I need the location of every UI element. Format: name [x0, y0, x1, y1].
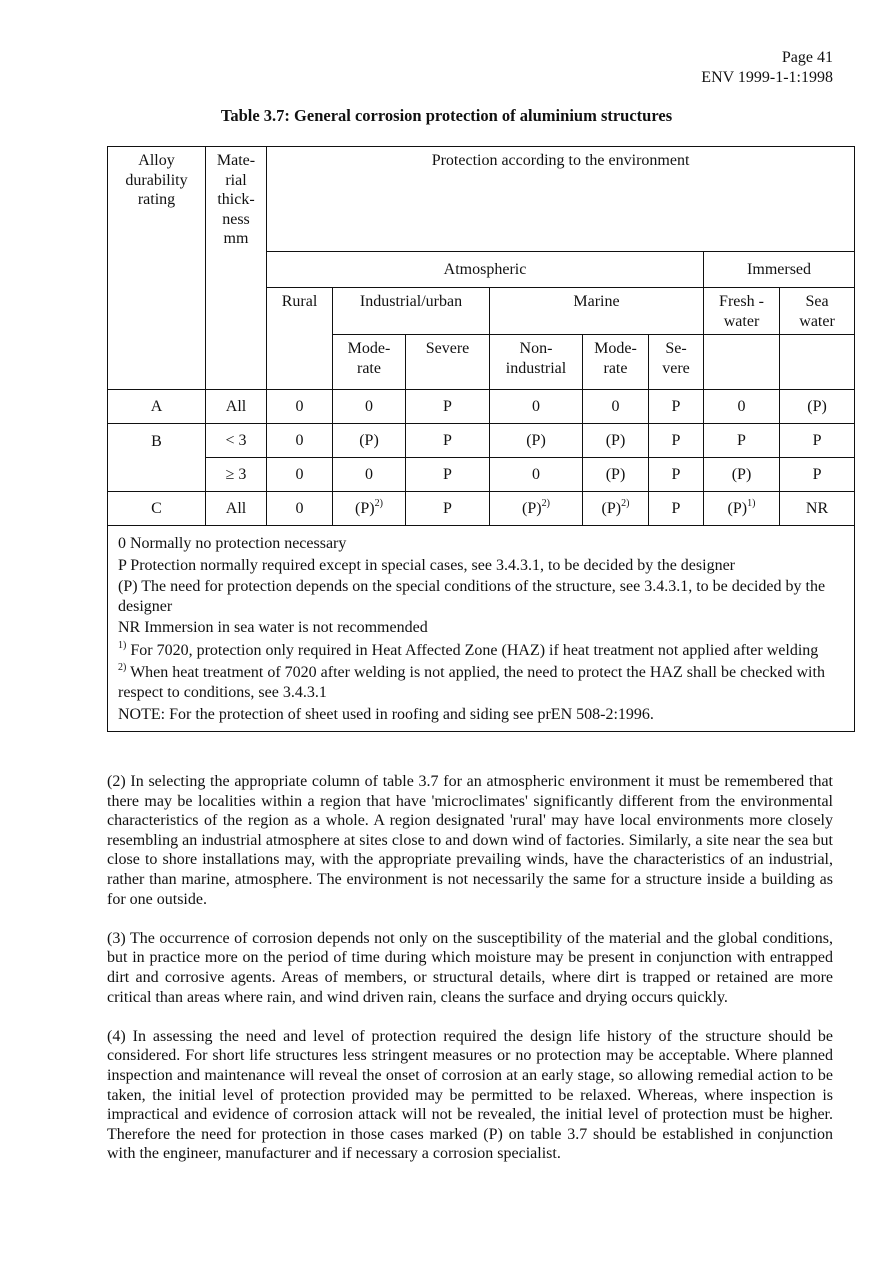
cell-marine-non-industrial: 0	[490, 390, 583, 424]
cell-marine-non-industrial: (P)	[490, 424, 583, 458]
header-sea-empty	[780, 335, 855, 390]
cell-rating: A	[108, 390, 206, 424]
header-sea-water: Sea water	[780, 288, 855, 335]
header-fresh-empty	[704, 335, 780, 390]
cell-industrial-moderate: 0	[333, 458, 406, 492]
corrosion-protection-table	[107, 146, 855, 732]
table-row	[108, 424, 855, 458]
cell-sea-water: P	[780, 458, 855, 492]
cell-fresh-water: (P)	[704, 458, 780, 492]
cell-thickness: All	[206, 492, 267, 526]
page-header	[701, 48, 833, 88]
header-industrial-severe: Severe	[406, 335, 490, 390]
footnote-2: $^{2)}$ When heat treatment of 7020 after welding is not applied, the need to protect the HAZ shall be checked with respect to conditions, see 3.4.3.1	[118, 662, 825, 701]
body-text	[107, 772, 833, 1183]
cell-marine-non-industrial: $(P)^{2)}$	[490, 492, 583, 526]
cell-fresh-water: 0	[704, 390, 780, 424]
cell-thickness: ≥ 3	[206, 458, 267, 492]
header-marine-non-industrial: Non- industrial	[490, 335, 583, 390]
cell-rating: B	[108, 424, 206, 492]
cell-marine-severe: P	[649, 458, 704, 492]
cell-marine-severe: P	[649, 492, 704, 526]
cell-marine-moderate: $(P)^{2)}$	[583, 492, 649, 526]
cell-industrial-severe: P	[406, 424, 490, 458]
note-bracket-p: (P) The need for protection depends on the special conditions of the structure, see 3.4.3.1, to be decided by the designer	[118, 578, 826, 615]
note-zero: 0 Normally no protection necessary	[118, 535, 347, 552]
cell-marine-moderate: (P)	[583, 458, 649, 492]
header-fresh-water: Fresh - water	[704, 288, 780, 335]
cell-sea-water: P	[780, 424, 855, 458]
header-rural: Rural	[267, 288, 333, 390]
cell-fresh-water: P	[704, 424, 780, 458]
table-row	[108, 492, 855, 526]
cell-industrial-severe: P	[406, 390, 490, 424]
header-atmospheric: Atmospheric	[267, 252, 704, 288]
header-industrial-urban: Industrial/urban	[333, 288, 490, 335]
header-protection: Protection according to the environment	[267, 147, 855, 252]
cell-sea-water: NR	[780, 492, 855, 526]
header-marine-moderate: Mode- rate	[583, 335, 649, 390]
table-note: NOTE: For the protection of sheet used in roofing and siding see prEN 508-2:1996.	[118, 706, 654, 723]
header-industrial-moderate: Mode- rate	[333, 335, 406, 390]
cell-industrial-severe: P	[406, 492, 490, 526]
cell-rural: 0	[267, 390, 333, 424]
note-nr: NR Immersion in sea water is not recommended	[118, 619, 428, 636]
cell-industrial-severe: P	[406, 458, 490, 492]
header-alloy-rating: Alloy durability rating	[108, 147, 206, 390]
cell-rating: C	[108, 492, 206, 526]
table-row	[108, 458, 855, 492]
header-marine-severe: Se- vere	[649, 335, 704, 390]
cell-industrial-moderate: 0	[333, 390, 406, 424]
cell-marine-moderate: (P)	[583, 424, 649, 458]
footnote-1: $^{1)}$ For 7020, protection only required in Heat Affected Zone (HAZ) if heat treatment not applied after welding	[118, 639, 819, 659]
header-material-thickness: Mate- rial thick- ness mm	[206, 147, 267, 390]
cell-marine-severe: P	[649, 390, 704, 424]
cell-marine-non-industrial: 0	[490, 458, 583, 492]
header-immersed: Immersed	[704, 252, 855, 288]
cell-rural: 0	[267, 424, 333, 458]
paragraph-2: (2) In selecting the appropriate column of table 3.7 for an atmospheric environment it must be remembered that there may be localities within a region that have 'microclimates' significantly different from the environmental characteristics of the region as a whole. A region designated 'rural' may have local environments more closely resembling an industrial atmosphere at sites close to and down wind of factories. Similarly, a site near the sea but close to shore installations may, with the appropriate prevailing winds, have the characteristics of an industrial, rather than marine, atmosphere. The environment is not necessarily the same for a structure inside a building as for one outside.	[107, 773, 833, 908]
cell-marine-severe: P	[649, 424, 704, 458]
cell-industrial-moderate: (P)	[333, 424, 406, 458]
cell-sea-water: (P)	[780, 390, 855, 424]
cell-rural: 0	[267, 492, 333, 526]
note-p: P Protection normally required except in special cases, see 3.4.3.1, to be decided by the designer	[118, 556, 735, 574]
table-row	[108, 390, 855, 424]
cell-thickness: All	[206, 390, 267, 424]
table-title: Table 3.7: General corrosion protection of aluminium structures	[220, 106, 673, 125]
cell-fresh-water: $(P)^{1)}$	[704, 492, 780, 526]
cell-thickness: < 3	[206, 424, 267, 458]
cell-industrial-moderate: $(P)^{2)}$	[333, 492, 406, 526]
paragraph-3: (3) The occurrence of corrosion depends not only on the susceptibility of the material and the global conditions, but in practice more on the period of time during which moisture may be present in conjunction with entrapped dirt and corrosive agents. Areas of members, or structural details, where dirt is trapped or retained are more critical than areas where rain, and wind driven rain, cleans the surface and drying occurs quickly.	[107, 929, 833, 1006]
standard-reference: ENV 1999-1-1:1998	[701, 69, 833, 86]
cell-marine-moderate: 0	[583, 390, 649, 424]
table-notes	[108, 526, 855, 732]
header-marine: Marine	[490, 288, 704, 335]
page-number: Page 41	[781, 49, 833, 66]
paragraph-4: (4) In assessing the need and level of protection required the design life history of the structure should be considered. For short life structures less stringent measures or no protection may be acceptable. Where planned inspection and maintenance will reveal the onset of corrosion at an early stage, so allowing remedial action to be taken, the initial level of protection provided may be permitted to be relaxed. Whereas, where inspection is impractical and evidence of corrosion attack will not be revealed, the initial level of protection must be higher. Therefore the need for protection in those cases marked (P) on table 3.7 should be established in conjunction with the engineer, manufacturer and if necessary a corrosion specialist.	[107, 1027, 833, 1163]
cell-rural: 0	[267, 458, 333, 492]
